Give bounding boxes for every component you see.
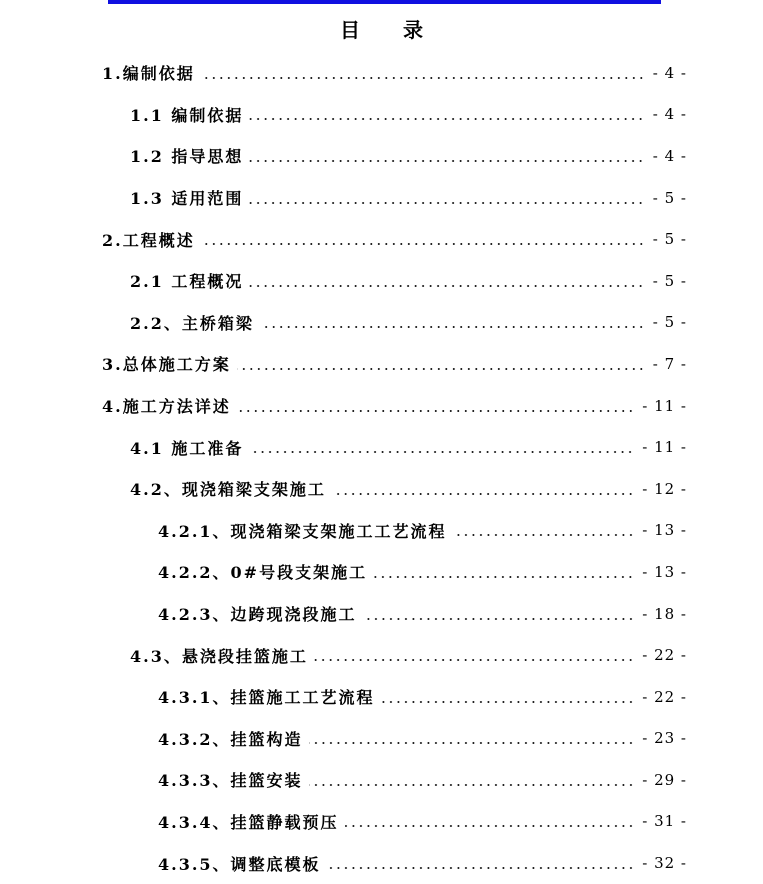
- toc-entry-text: 1.3 适用范围: [130, 189, 244, 209]
- toc-entry-text: 4.1 施工准备: [130, 438, 244, 458]
- toc-entry-page: - 13 -: [642, 562, 687, 581]
- toc-entry[interactable]: [0, 634, 763, 676]
- toc-entry-text: 4.2、现浇箱梁支架施工: [130, 480, 326, 500]
- toc-entry-text: 3.总体施工方案: [102, 355, 231, 375]
- toc-entry[interactable]: [0, 135, 763, 177]
- toc-entry[interactable]: [0, 260, 763, 302]
- dot-leader: [381, 701, 635, 703]
- dot-leader: [309, 742, 635, 744]
- toc-entry-page: - 22 -: [642, 646, 687, 665]
- toc-entry[interactable]: [0, 842, 763, 884]
- dot-leader: [249, 118, 644, 120]
- toc-entry-text: 4.施工方法详述: [102, 397, 231, 417]
- dot-leader: [201, 77, 645, 79]
- toc-entry-text: 2.工程概述: [102, 230, 195, 250]
- toc-entry-page: - 7 -: [652, 354, 687, 373]
- toc-entry[interactable]: [0, 593, 763, 635]
- toc-entry-page: - 18 -: [642, 604, 687, 623]
- toc-entry[interactable]: [0, 343, 763, 385]
- dot-leader: [345, 825, 635, 827]
- dot-leader: [201, 243, 645, 245]
- toc-entry-page: - 5 -: [652, 271, 687, 290]
- toc-entry-page: - 4 -: [652, 146, 687, 165]
- toc-entry-page: - 12 -: [642, 479, 687, 498]
- toc-entry[interactable]: [0, 510, 763, 552]
- toc-entry-page: - 4 -: [652, 105, 687, 124]
- dot-leader: [249, 202, 644, 204]
- toc-entry[interactable]: [0, 676, 763, 718]
- dot-leader: [260, 326, 645, 328]
- toc-entry[interactable]: [0, 94, 763, 136]
- dot-leader: [309, 784, 635, 786]
- toc-entry[interactable]: [0, 385, 763, 427]
- toc-entry-text: 4.3.5、调整底模板: [158, 854, 321, 874]
- dot-leader: [237, 410, 635, 412]
- toc-entry-text: 2.1 工程概况: [130, 272, 244, 292]
- dot-leader: [249, 285, 644, 287]
- toc-entry[interactable]: [0, 801, 763, 843]
- toc-entry-page: - 23 -: [642, 729, 687, 748]
- toc-entry-page: - 22 -: [642, 687, 687, 706]
- dot-leader: [363, 618, 635, 620]
- toc-entry-text: 4.3.3、挂篮安装: [158, 771, 303, 791]
- toc-entry[interactable]: [0, 52, 763, 94]
- toc-entry-page: - 31 -: [642, 812, 687, 831]
- dot-leader: [314, 659, 634, 661]
- toc-entry[interactable]: [0, 468, 763, 510]
- dot-leader: [237, 368, 645, 370]
- toc-entry-text: 4.3.4、挂篮静载预压: [158, 812, 339, 832]
- toc-entry-text: 4.2.2、0#号段支架施工: [158, 563, 368, 583]
- toc-entry[interactable]: [0, 218, 763, 260]
- dot-leader: [373, 576, 634, 578]
- toc-entry[interactable]: [0, 426, 763, 468]
- toc-entry-text: 1.2 指导思想: [130, 147, 244, 167]
- toc-entry-page: - 4 -: [652, 63, 687, 82]
- header-rule: [108, 0, 661, 4]
- toc-entry[interactable]: [0, 177, 763, 219]
- toc-entry-page: - 5 -: [652, 188, 687, 207]
- toc-entry[interactable]: [0, 759, 763, 801]
- dot-leader: [327, 867, 635, 869]
- toc-entry[interactable]: [0, 718, 763, 760]
- toc-entry-page: - 11 -: [642, 438, 687, 457]
- toc-entry-page: - 32 -: [642, 854, 687, 873]
- dot-leader: [332, 493, 634, 495]
- toc-entry-text: 4.3.2、挂篮构造: [158, 729, 303, 749]
- toc-entry-page: - 13 -: [642, 521, 687, 540]
- toc-entry-text: 4.2.1、现浇箱梁支架施工工艺流程: [158, 521, 447, 541]
- toc-entry-text: 1.1 编制依据: [130, 105, 244, 125]
- toc-entry[interactable]: [0, 551, 763, 593]
- toc-entry-page: - 5 -: [652, 313, 687, 332]
- dot-leader: [249, 160, 644, 162]
- toc-entry-page: - 29 -: [642, 770, 687, 789]
- toc-entry-text: 2.2、主桥箱梁: [130, 313, 254, 333]
- toc-entry-text: 4.3.1、挂篮施工工艺流程: [158, 688, 375, 708]
- toc-entry-text: 4.2.3、边跨现浇段施工: [158, 605, 357, 625]
- dot-leader: [453, 534, 635, 536]
- toc-entry-page: - 11 -: [642, 396, 687, 415]
- toc-entry-text: 4.3、悬浇段挂篮施工: [130, 646, 308, 666]
- toc-entry[interactable]: [0, 302, 763, 344]
- toc-entry-text: 1.编制依据: [102, 64, 195, 84]
- toc-title: 目 录: [340, 18, 441, 42]
- dot-leader: [249, 451, 634, 453]
- table-of-contents: [0, 52, 763, 884]
- toc-entry-page: - 5 -: [652, 230, 687, 249]
